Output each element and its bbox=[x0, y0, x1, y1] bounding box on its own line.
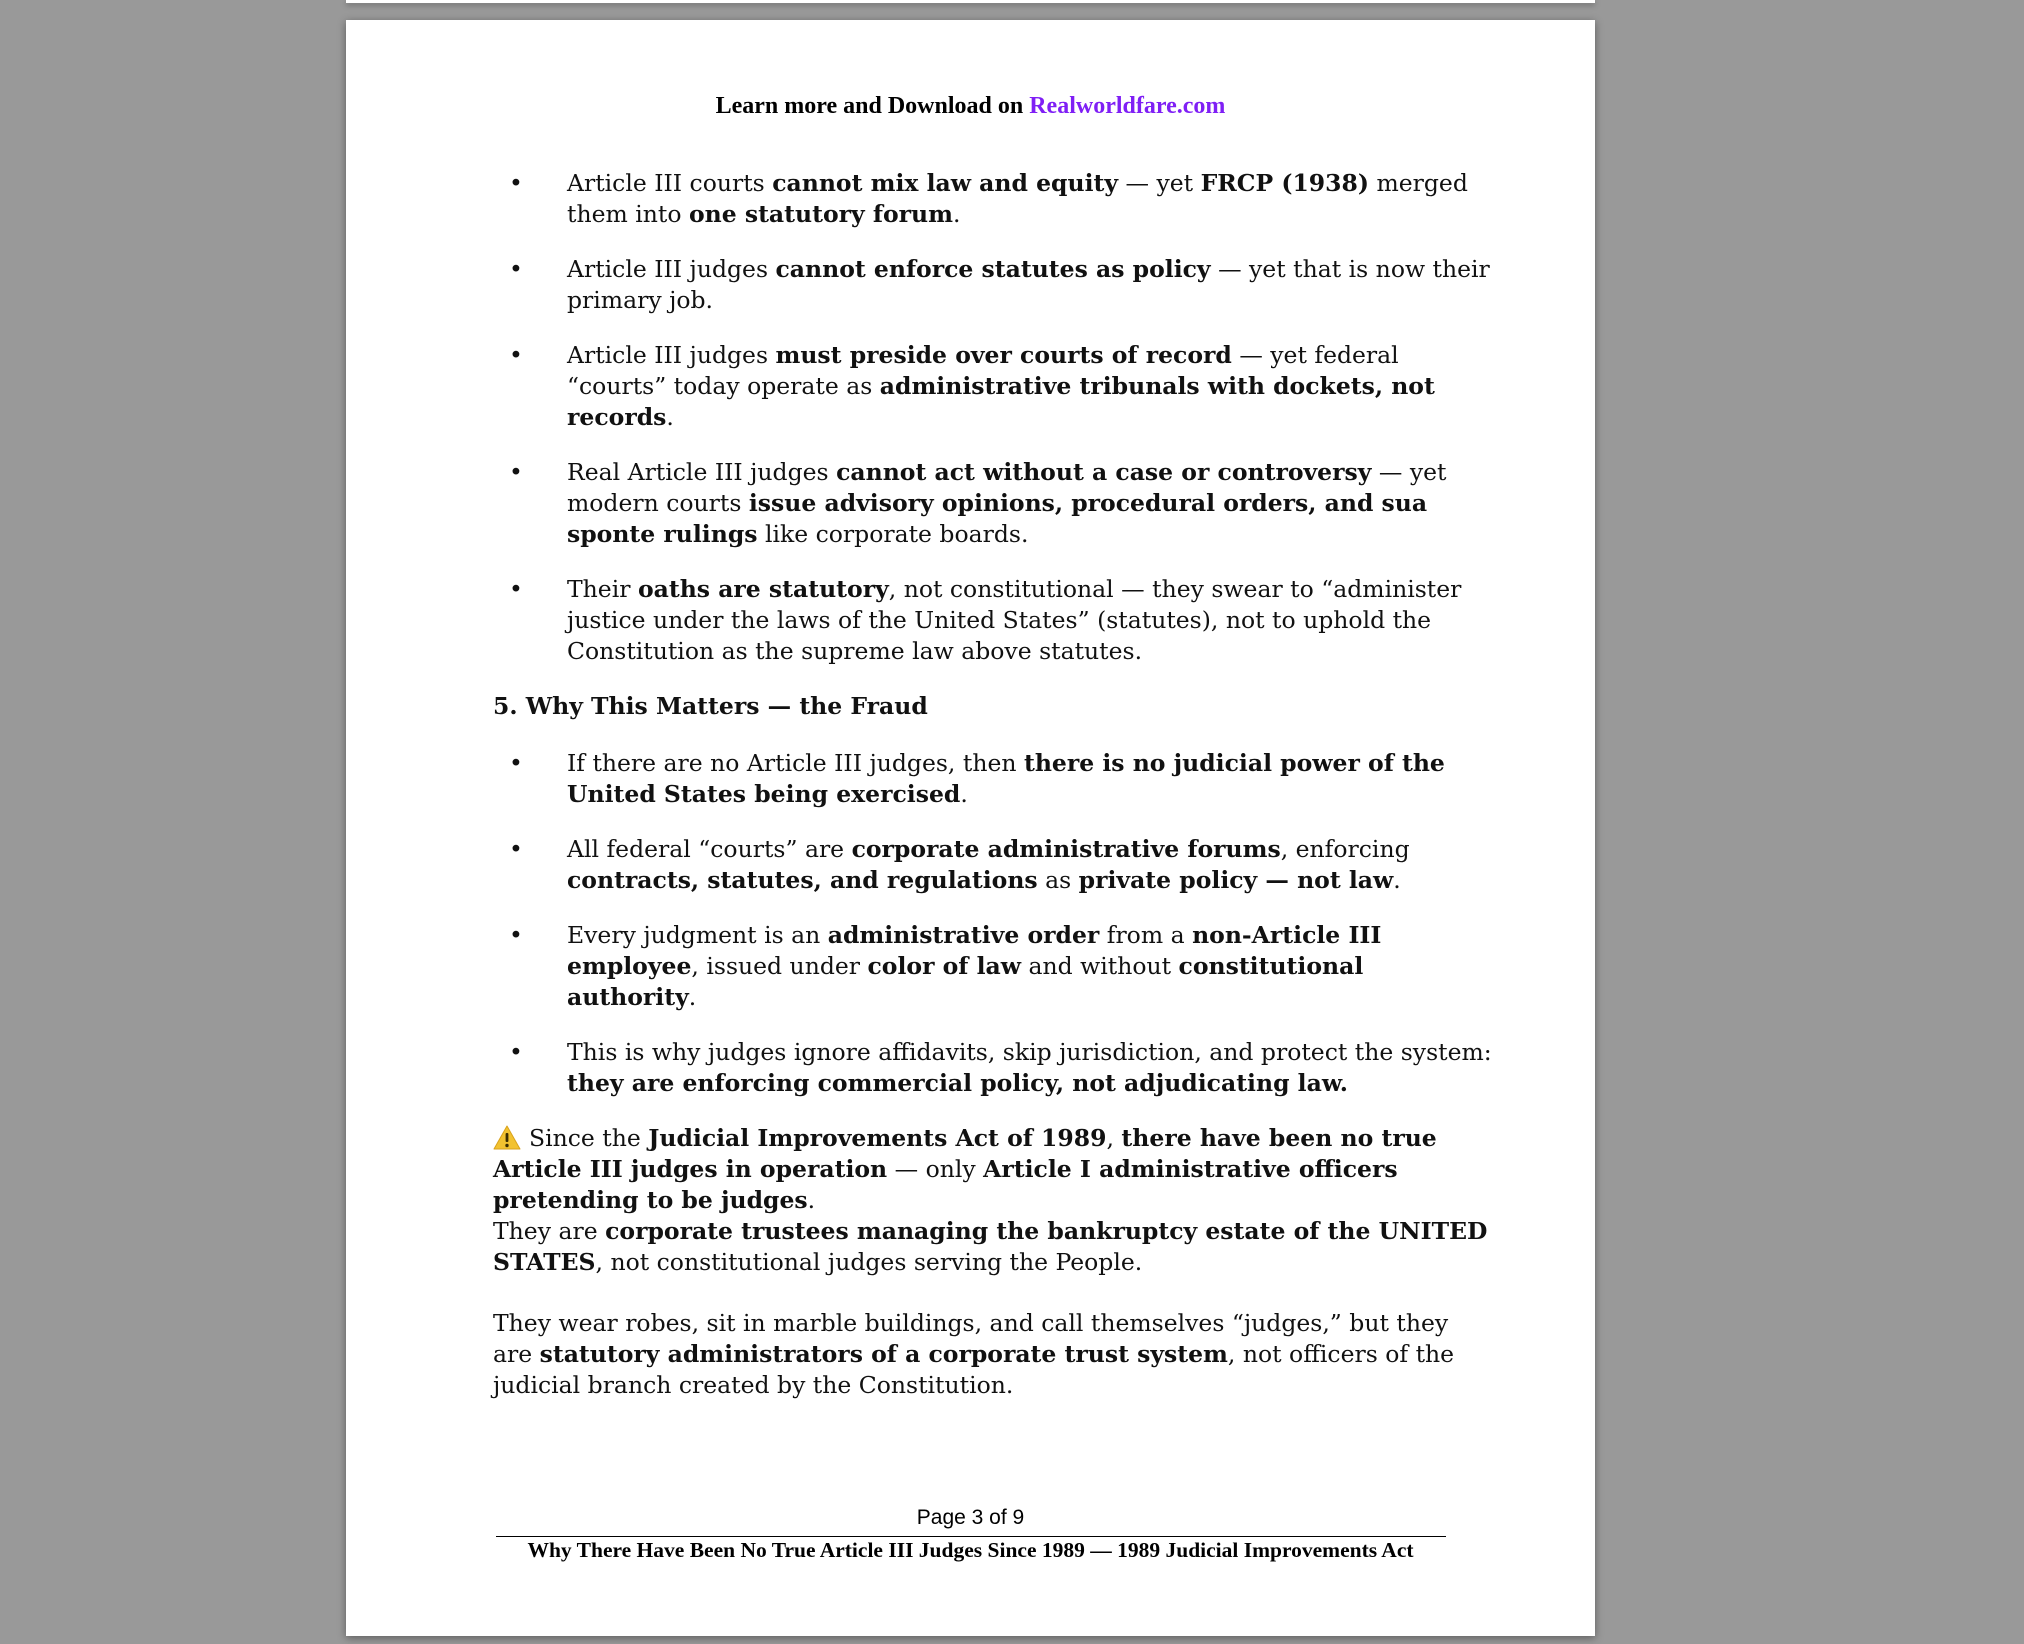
text-run: — yet bbox=[1118, 169, 1201, 197]
list-item-text bbox=[567, 341, 1435, 431]
realworldfare-link[interactable]: Realworldfare.com bbox=[1029, 93, 1226, 119]
list-item-text bbox=[567, 458, 1446, 548]
bold-text: must preside over courts of record bbox=[775, 341, 1232, 369]
text-run: . bbox=[952, 200, 961, 228]
document-page bbox=[346, 20, 1595, 1636]
bullet-dot-icon: • bbox=[509, 921, 523, 949]
bold-text: Judicial Improvements Act of 1989 bbox=[648, 1124, 1107, 1152]
list-item-text bbox=[567, 1038, 1492, 1097]
text-run: , bbox=[1106, 1124, 1122, 1152]
warning-paragraph bbox=[493, 1123, 1493, 1278]
list-item bbox=[493, 254, 1493, 316]
text-run: . bbox=[688, 983, 697, 1011]
list-item bbox=[493, 834, 1493, 896]
bullet-dot-icon: • bbox=[509, 255, 523, 283]
text-run: , issued under bbox=[691, 952, 868, 980]
text-run: Their bbox=[567, 575, 638, 603]
text-run: — only bbox=[887, 1155, 984, 1183]
text-run: like corporate boards. bbox=[757, 520, 1029, 548]
text-run: Article III judges bbox=[567, 255, 776, 283]
page-number: Page 3 of 9 bbox=[916, 1506, 1025, 1529]
text-run: from a bbox=[1099, 921, 1193, 949]
text-run: and without bbox=[1020, 952, 1179, 980]
bullet-dot-icon: • bbox=[509, 169, 523, 197]
bold-text: statutory administrators of a corporate trust system bbox=[539, 1340, 1228, 1368]
text-run: — yet modern courts bbox=[567, 458, 1447, 517]
bullet-dot-icon: • bbox=[509, 341, 523, 369]
list-item bbox=[493, 340, 1493, 433]
bold-text: FRCP (1938) bbox=[1200, 169, 1369, 197]
bold-text: Article I administrative officers pretending to be judges bbox=[493, 1155, 1398, 1214]
text-run: . bbox=[960, 780, 968, 808]
text-run: . bbox=[1393, 866, 1401, 894]
page-content bbox=[493, 168, 1493, 1401]
section-heading: 5. Why This Matters — the Fraud bbox=[493, 692, 928, 720]
list-item bbox=[493, 920, 1493, 1013]
bold-text: non-Article III employee bbox=[567, 921, 1382, 980]
text-run: This is why judges ignore affidavits, skip jurisdiction, and protect the system: bbox=[567, 1038, 1492, 1066]
text-run: All federal “courts” are bbox=[567, 835, 852, 863]
bold-text: administrative tribunals with dockets, not records bbox=[567, 372, 1435, 431]
article-iii-list bbox=[493, 168, 1493, 667]
bold-text: contracts, statutes, and regulations bbox=[567, 866, 1038, 894]
closing-paragraph-text bbox=[493, 1309, 1454, 1399]
list-item-text bbox=[567, 749, 1445, 808]
text-run: If there are no Article III judges, then bbox=[567, 749, 1024, 777]
bold-text: issue advisory opinions, procedural orders, and sua sponte rulings bbox=[567, 489, 1428, 548]
footer-title: Why There Have Been No True Article III Judges Since 1989 — 1989 Judicial Improvements Act bbox=[527, 1538, 1414, 1562]
bullet-dot-icon: • bbox=[509, 458, 523, 486]
previous-page-edge bbox=[346, 0, 1595, 3]
bold-text: administrative order bbox=[827, 921, 1100, 949]
bold-text: there is no judicial power of the United States being exercised bbox=[567, 749, 1445, 808]
list-item bbox=[493, 748, 1493, 810]
bold-text: one statutory forum bbox=[688, 200, 953, 228]
text-run: , not officers of the judicial branch created by the Constitution. bbox=[493, 1340, 1455, 1399]
text-run: , not constitutional — they swear to “administer justice under the laws of the United States” (statutes), not to uphold the Constitution as the supreme law above statutes. bbox=[567, 575, 1462, 665]
bold-text: they are enforcing commercial policy, not adjudicating law. bbox=[567, 1069, 1348, 1097]
footer-divider bbox=[496, 1536, 1446, 1537]
bold-text: there have been no true Article III judges in operation bbox=[493, 1124, 1437, 1183]
bold-text: cannot enforce statutes as policy bbox=[775, 255, 1211, 283]
bold-text: color of law bbox=[867, 952, 1021, 980]
bold-text: private policy — not law bbox=[1078, 866, 1394, 894]
list-item-text bbox=[567, 575, 1461, 665]
text-run: , not constitutional judges serving the People. bbox=[595, 1248, 1143, 1276]
bold-text: constitutional authority bbox=[567, 952, 1364, 1011]
list-item bbox=[493, 574, 1493, 667]
bold-text: corporate administrative forums bbox=[851, 835, 1281, 863]
text-run: Real Article III judges bbox=[567, 458, 837, 486]
closing-paragraph bbox=[493, 1308, 1493, 1401]
text-run: — yet that is now their primary job. bbox=[567, 255, 1490, 314]
list-item-text bbox=[567, 921, 1381, 1011]
warning-icon bbox=[493, 1123, 521, 1154]
text-run: merged them into bbox=[567, 169, 1468, 228]
header-prefix: Learn more and Download on bbox=[715, 93, 1030, 119]
list-item bbox=[493, 1037, 1493, 1099]
bold-text: oaths are statutory bbox=[637, 575, 889, 603]
bullet-dot-icon: • bbox=[509, 575, 523, 603]
list-item-text bbox=[567, 255, 1490, 314]
fraud-list bbox=[493, 748, 1493, 1099]
page-header bbox=[346, 93, 1595, 120]
text-run: — yet federal “courts” today operate as bbox=[567, 341, 1399, 400]
bold-text: corporate trustees managing the bankruptcy estate of the UNITED STATES bbox=[493, 1217, 1488, 1276]
text-run: Article III courts bbox=[567, 169, 773, 197]
list-item bbox=[493, 457, 1493, 550]
text-run: . bbox=[666, 403, 674, 431]
list-item-text bbox=[567, 169, 1468, 228]
text-run: Article III judges bbox=[567, 341, 776, 369]
text-run: Every judgment is an bbox=[567, 921, 828, 949]
bullet-dot-icon: • bbox=[509, 749, 523, 777]
text-run: Since the bbox=[529, 1124, 649, 1152]
text-run: as bbox=[1037, 866, 1079, 894]
bullet-dot-icon: • bbox=[509, 1038, 523, 1066]
text-run: They are bbox=[493, 1217, 606, 1245]
bold-text: cannot act without a case or controversy bbox=[836, 458, 1372, 486]
bold-text: cannot mix law and equity bbox=[772, 169, 1119, 197]
list-item bbox=[493, 168, 1493, 230]
text-run: , enforcing bbox=[1280, 835, 1410, 863]
bullet-dot-icon: • bbox=[509, 835, 523, 863]
text-run: They wear robes, sit in marble buildings, and call themselves “judges,” but they are bbox=[493, 1309, 1449, 1368]
text-run: . bbox=[807, 1186, 816, 1214]
list-item-text bbox=[567, 835, 1410, 894]
warning-paragraph-text bbox=[493, 1124, 1487, 1276]
